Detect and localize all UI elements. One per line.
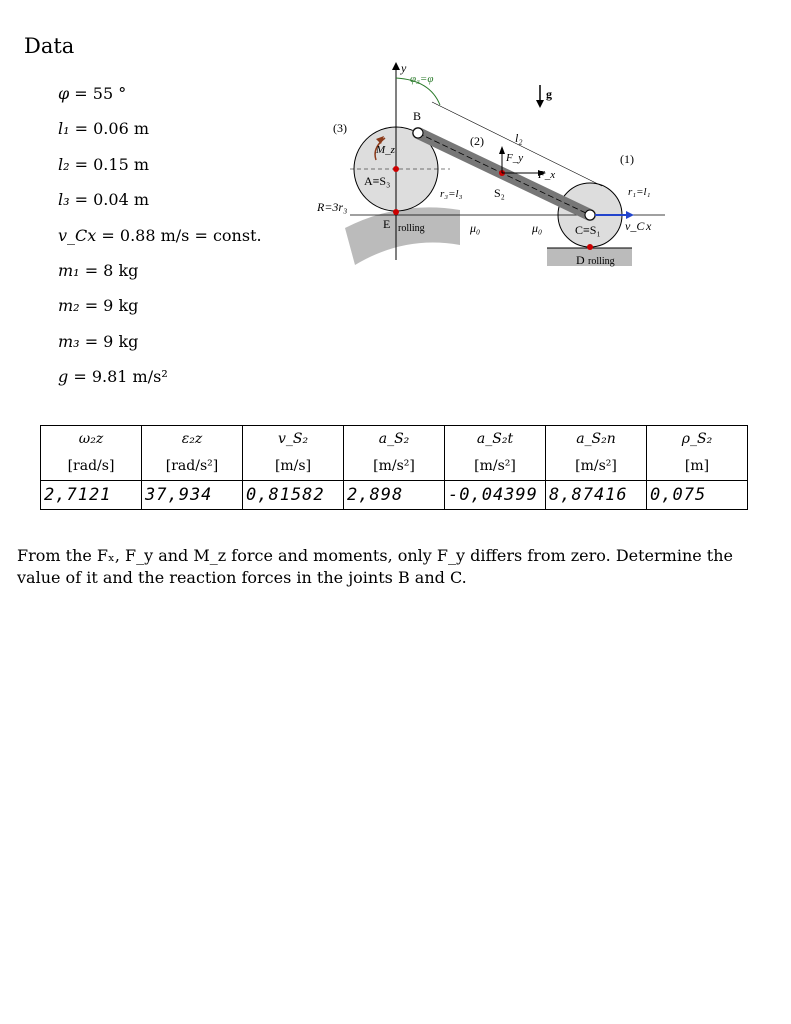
data-item: m₂ = 9 kg <box>58 296 139 316</box>
label-r3: r₃=l₃ <box>440 188 463 200</box>
label-Mz: M_z <box>376 144 395 156</box>
label-rolling-2: rolling <box>588 256 615 267</box>
col-unit: [m/s²] <box>445 452 546 481</box>
label-r1: r₁=l₁ <box>628 186 651 198</box>
data-item: g = 9.81 m/s² <box>58 367 168 387</box>
label-mu-2: μ₀ <box>532 221 543 235</box>
label-CS1: C≡S₁ <box>575 223 601 237</box>
label-R: R=3r₃ <box>317 200 348 214</box>
col-header: a_S₂n <box>546 426 647 453</box>
label-2: (2) <box>470 134 484 148</box>
value-cell: 0,81582 <box>243 481 344 510</box>
label-phi3: φ₃=φ <box>410 73 434 85</box>
data-item: m₁ = 8 kg <box>58 261 139 281</box>
col-unit: [rad/s²] <box>142 452 243 481</box>
label-Fy: F_y <box>506 152 524 164</box>
label-AS3: A≡S₃ <box>364 174 391 188</box>
joint-B <box>413 128 423 138</box>
label-vc: v_C <box>625 219 645 233</box>
col-header: ω₂z <box>41 426 142 453</box>
value-cell: 2,7121 <box>41 481 142 510</box>
value-cell: 8,87416 <box>546 481 647 510</box>
page-title: Data <box>24 34 75 58</box>
label-E: E <box>383 217 391 231</box>
label-D: D <box>576 253 585 267</box>
data-list <box>58 76 262 395</box>
value-cell: 37,934 <box>142 481 243 510</box>
data-item: l₁ = 0.06 m <box>58 119 149 139</box>
joint-C <box>585 210 595 220</box>
data-item: v_Cx = 0.88 m/s = const. <box>58 225 262 245</box>
col-unit: [m/s²] <box>546 452 647 481</box>
results-table <box>40 425 748 510</box>
col-header: ε₂z <box>142 426 243 453</box>
label-3: (3) <box>333 121 347 135</box>
mechanism-diagram <box>310 60 690 280</box>
data-item: φ = 55 ° <box>58 84 127 103</box>
value-cell: -0,04399 <box>445 481 546 510</box>
col-header: a_S₂t <box>445 426 546 453</box>
value-cell: 0,075 <box>647 481 748 510</box>
label-Fx: F_x <box>538 169 556 181</box>
label-B: B <box>413 109 422 123</box>
value-cell: 2,898 <box>344 481 445 510</box>
label-rolling-1: rolling <box>398 223 425 234</box>
label-mu-1: μ₀ <box>470 221 481 235</box>
col-header: v_S₂ <box>243 426 344 453</box>
label-S2: S₂ <box>494 186 505 200</box>
data-item: m₃ = 9 kg <box>58 331 139 351</box>
data-item: l₃ = 0.04 m <box>58 190 149 210</box>
col-unit: [m/s²] <box>344 452 445 481</box>
question-text: From the Fₓ, F_y and M_z force and moments, only F_y differs from zero. Determine the value of it and the reaction forces in the joints B and C. <box>17 546 734 587</box>
col-header: a_S₂ <box>344 426 445 453</box>
data-item: l₂ = 0.15 m <box>58 154 149 174</box>
label-l2: l₂ <box>515 131 523 145</box>
curved-ground <box>345 207 460 265</box>
col-unit: [rad/s] <box>41 452 142 481</box>
col-unit: [m] <box>647 452 748 481</box>
label-x: x <box>646 219 652 233</box>
label-g: g <box>546 87 552 101</box>
col-unit: [m/s] <box>243 452 344 481</box>
col-header: ρ_S₂ <box>647 426 748 453</box>
label-1: (1) <box>620 152 634 166</box>
label-y: y <box>401 61 407 75</box>
